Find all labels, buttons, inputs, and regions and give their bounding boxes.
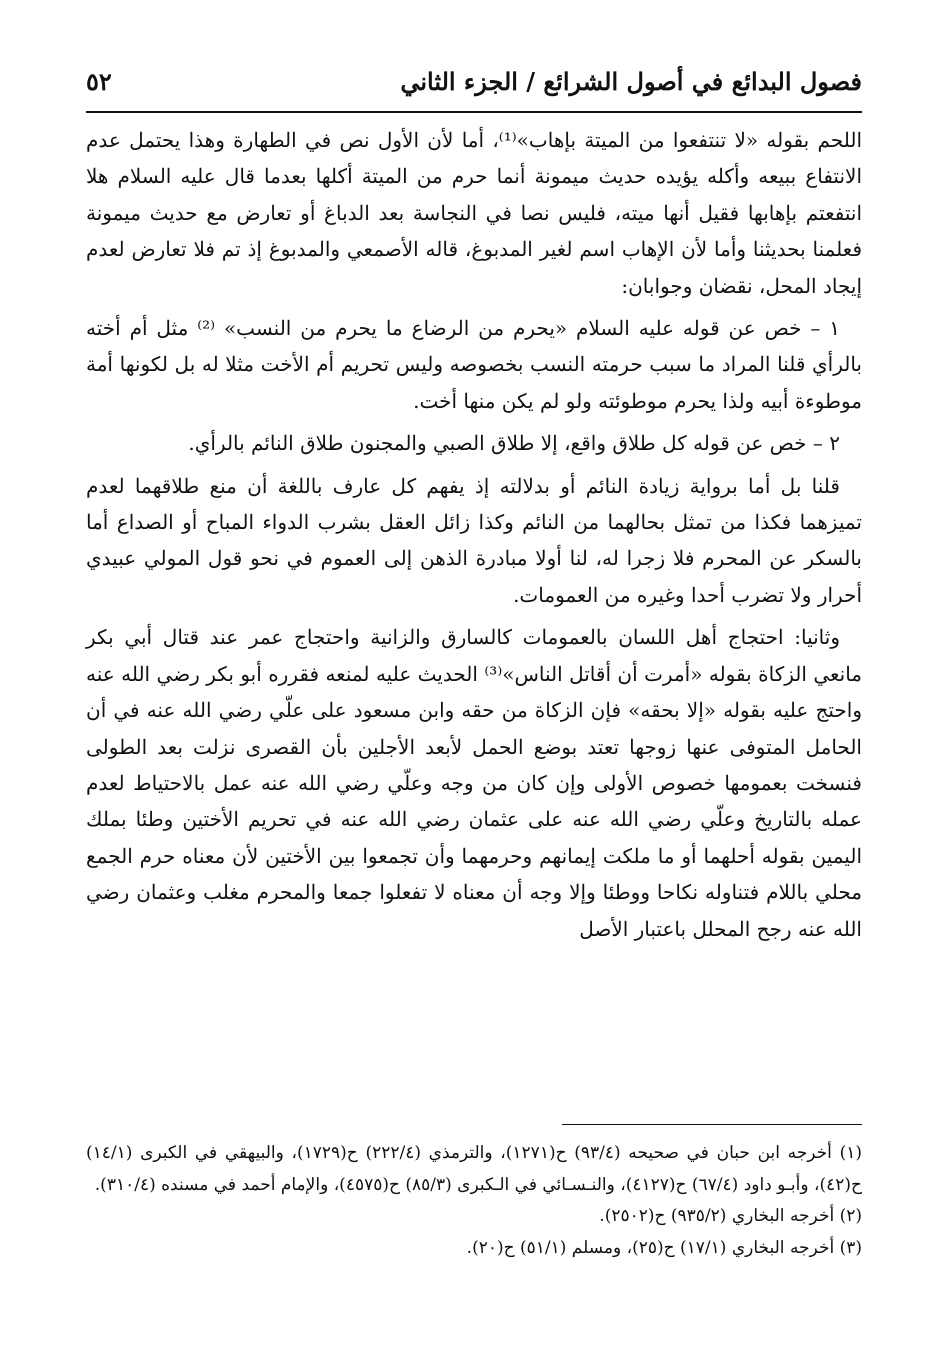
paragraph: قلنا بل أما برواية زيادة النائم أو بدلالته إذ يفهم كل عارف باللغة أن منع طلاقهما لعدم تميزهما فكذا من تمثل بحالهما من النائم وكذا زائل العقل بشرب الدواء المباح أو الصداع أما بالسكر عن المحرم فلا زجرا له، لنا أولا مبادرة الذهن إلى العموم في نحو قول المولي عبيدي أحرار ولا تضرب أحدا وغيره من العمومات. xyxy=(86,473,862,607)
numbered-item-1: ١ – خص عن قوله عليه السلام «يحرم من الرضاع ما يحرم من النسب» ⁽²⁾ مثل أم أخته بالرأي قلنا المراد ما سبب حرمته النسب بخصوصه وليس تحريم أم الأخت مثلا له بل لكونها أمة موطوءة أبيه ولذا يحرم موطوئته ولو لم يكن منها أخت. xyxy=(86,316,862,413)
footnote-divider xyxy=(562,1124,862,1125)
footnote-3: (٣) أخرجه البخاري (١٧/١) ح(٢٥)، ومسلم (٥١/١) ح(٢٠). xyxy=(466,1237,862,1258)
footnotes xyxy=(86,1138,862,1264)
main-text xyxy=(86,122,862,947)
page-number: ٥٢ xyxy=(86,66,112,96)
page-header xyxy=(86,56,862,106)
paragraph: وثانيا: احتجاج أهل اللسان بالعمومات كالسارق والزانية واحتجاج عمر عند قتال أبي بكر مانعي الزكاة بقوله «أمرت أن أقاتل الناس»⁽³⁾ الحديث عليه لمنعه فقرره أبو بكر رضي الله عنه واحتج عليه بقوله «إلا بحقه» فإن الزكاة من حقه وابن مسعود على علّي رضي الله عنه في أن الحامل المتوفى عنها زوجها تعتد بوضع الحمل لأبعد الأجلين بأن القصرى نزلت بعد الطولى فنسخت بعمومها خصوص الأولى وإن كان من وجه وعلّي رضي الله عنه عمل بالاحتياط لعدم عمله بالتاريخ وعلّي رضي الله عنه على عثمان رضي الله عنه في تحريم الأختين وطئا بملك اليمين بقوله أحلهما أو ما ملكت إيمانهم وحرمهما وأن تجمعوا بين الأختين لأن معناه حرم الجمع محلي باللام فتناوله نكاحا ووطئا وإلا وجه أن معناه لا تفعلوا جمعا والمحرم مغلب وعثمان رضي الله عنه رجح المحلل باعتبار الأصل xyxy=(86,625,863,941)
paragraph: اللحم بقوله «لا تنتفعوا من الميتة بإهاب»⁽¹⁾، أما لأن الأول نص في الطهارة وهذا يحتمل عدم الانتفاع ببيعه وأكله يؤيده حديث ميمونة أنما حرم من الميتة أكلها بعدما قال عليه السلام هلا انتفعتم بإهابها فقيل أنها ميته، فليس نصا في النجاسة بعد الدباغ أو تعارض مع حديث ميمونة فعلمنا بحديثنا وأما لأن الإهاب اسم لغير المدبوغ، قاله الأصمعي والمدبوغ إذ تم فلا تعارض لعدم إيجاد المحل، نقضان وجوابان: xyxy=(86,128,863,298)
header-divider xyxy=(86,111,862,113)
footnote-2: (٢) أخرجه البخاري (٩٣٥/٢) ح(٢٥٠٢). xyxy=(599,1206,862,1226)
footnote-1: (١) أخرجه ابن حبان في صحيحه (٩٣/٤) ح(١٢٧١)، والترمذي (٢٢٢/٤) ح(١٧٢٩)، والبيهقي في الكبرى (١٤/١) ح(٤٢)، وأبـو داود (٦٧/٤) ح(٤١٢٧)، والنـسـائي في الـكبرى (٨٥/٣) ح(٤٥٧٥)، والإمام أحمد في مسنده (٣١٠/٤). xyxy=(86,1143,862,1195)
running-title: فصول البدائع في أصول الشرائع / الجزء الثاني xyxy=(400,66,862,96)
numbered-item-2: ٢ – خص عن قوله كل طلاق واقع، إلا طلاق الصبي والمجنون طلاق النائم بالرأي. xyxy=(188,431,840,456)
